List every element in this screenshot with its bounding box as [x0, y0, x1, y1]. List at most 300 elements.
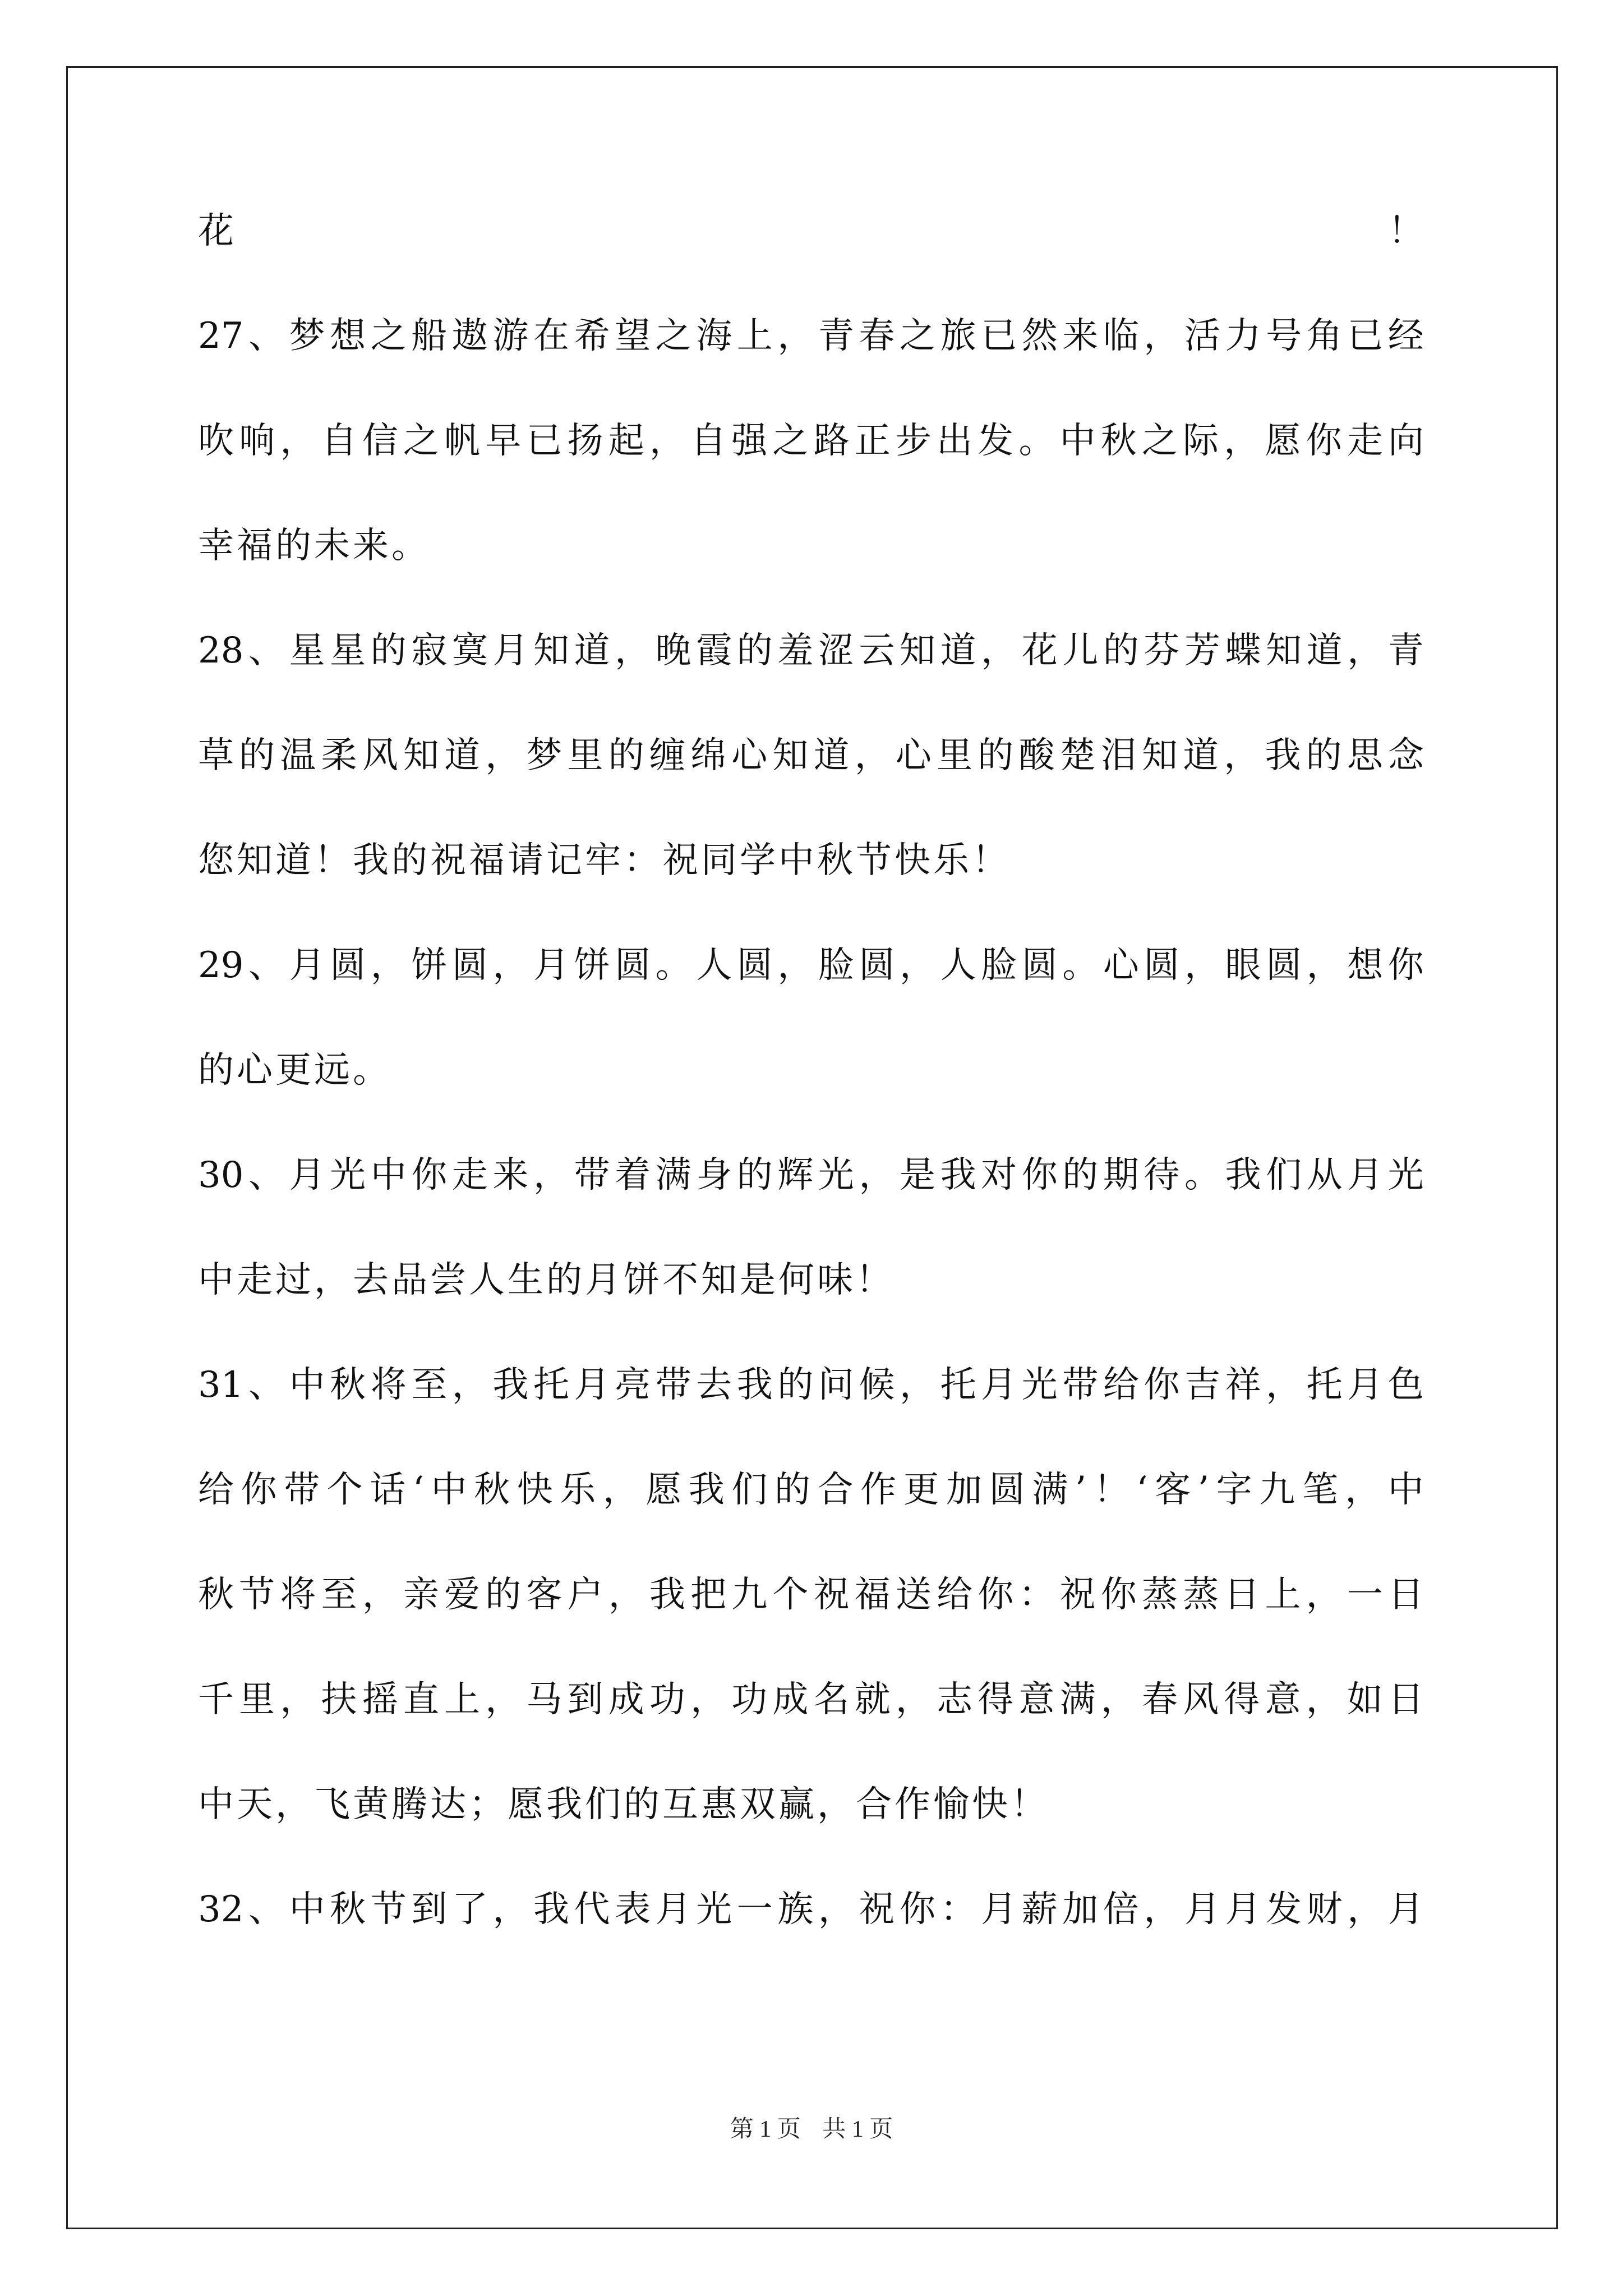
text-glyph: 知: [772, 735, 809, 776]
text-glyph: 已: [526, 420, 562, 462]
text-glyph: ，: [690, 1679, 727, 1720]
text-glyph: ：: [1018, 1574, 1055, 1616]
text-glyph: 福: [854, 1574, 891, 1616]
text-glyph: 自: [321, 420, 357, 462]
text-glyph: ，: [1347, 630, 1384, 671]
text-glyph: 之: [655, 315, 691, 357]
text-glyph: 圆: [989, 1469, 1025, 1511]
text-glyph: 圆: [330, 945, 366, 986]
text-glyph: 风: [1183, 1679, 1219, 1720]
text-glyph: 道: [1306, 630, 1343, 671]
text-glyph: 笔: [1302, 1469, 1338, 1511]
text-glyph: 活: [1184, 315, 1220, 357]
text-glyph: 的: [978, 735, 1014, 776]
text-line: [198, 209, 1424, 314]
text-line: 的心更远。: [198, 1050, 391, 1091]
text-line: [198, 733, 1424, 838]
text-glyph: 祥: [1225, 1364, 1261, 1406]
text-glyph: 花: [1021, 630, 1058, 671]
text-glyph: 、: [248, 945, 284, 986]
text-glyph: 强: [731, 420, 768, 462]
text-glyph: 上: [444, 1679, 481, 1720]
text-glyph: 秋: [330, 1364, 366, 1406]
text-glyph: 月: [533, 945, 569, 986]
text-glyph: 给: [937, 1574, 973, 1616]
text-glyph: 上: [736, 315, 773, 357]
text-glyph: 早: [485, 420, 522, 462]
text-glyph: 满: [1059, 1679, 1096, 1720]
text-glyph: 光: [1387, 1154, 1424, 1196]
text-glyph: 月: [289, 1154, 325, 1196]
text-glyph: 直: [403, 1679, 439, 1720]
text-glyph: ，: [451, 1364, 488, 1406]
text-glyph: 色: [1387, 1364, 1424, 1406]
text-glyph: 圆: [615, 945, 651, 986]
text-glyph: 柔: [321, 735, 357, 776]
text-glyph: 祝: [1059, 1574, 1096, 1616]
text-line: [198, 1467, 1424, 1572]
text-glyph: 遨: [451, 315, 488, 357]
text-glyph: ，: [485, 735, 522, 776]
text-glyph: 思: [1347, 735, 1383, 776]
text-glyph: ，: [1184, 945, 1220, 986]
text-glyph: ，: [649, 420, 685, 462]
text-glyph: 27: [198, 315, 244, 357]
text-glyph: ，: [370, 945, 407, 986]
text-glyph: 花: [198, 210, 234, 252]
text-glyph: 的: [1103, 630, 1139, 671]
text-glyph: ，: [818, 1889, 854, 1930]
text-glyph: 愿: [1265, 420, 1301, 462]
text-glyph: 将: [370, 1364, 407, 1406]
text-glyph: 羞: [777, 630, 814, 671]
text-line: [198, 418, 1424, 523]
text-glyph: 薪: [1021, 1889, 1058, 1930]
text-glyph: 愿: [645, 1469, 682, 1511]
text-glyph: 加: [1062, 1889, 1099, 1930]
text-glyph: 一: [736, 1889, 773, 1930]
text-glyph: 想: [1347, 945, 1384, 986]
text-glyph: 光: [330, 1154, 366, 1196]
text-glyph: 走: [1347, 420, 1383, 462]
text-glyph: 成: [772, 1679, 809, 1720]
text-glyph: 知: [403, 735, 439, 776]
text-glyph: 中: [1059, 420, 1096, 462]
text-glyph: 光: [1021, 1364, 1058, 1406]
text-glyph: 秋: [330, 1889, 366, 1930]
text-glyph: 梦: [526, 735, 562, 776]
text-glyph: 带: [574, 1154, 610, 1196]
text-glyph: ，: [1224, 420, 1260, 462]
text-glyph: 知: [1141, 735, 1178, 776]
text-glyph: ，: [362, 1574, 398, 1616]
text-glyph: ，: [1144, 1889, 1180, 1930]
text-glyph: 带: [284, 1469, 320, 1511]
text-glyph: 中: [289, 1889, 325, 1930]
text-glyph: 饼: [574, 945, 610, 986]
text-glyph: 圆: [736, 945, 773, 986]
text-glyph: 了: [451, 1889, 488, 1930]
text-glyph: 角: [1306, 315, 1343, 357]
text-glyph: 出: [937, 420, 973, 462]
text-glyph: 成: [608, 1679, 644, 1720]
text-glyph: 秋: [1100, 420, 1137, 462]
text-glyph: 至: [321, 1574, 357, 1616]
text-glyph: 际: [1183, 420, 1219, 462]
page-footer: [0, 2110, 1623, 2144]
text-glyph: 正: [854, 420, 891, 462]
text-glyph: ，: [895, 1679, 932, 1720]
text-glyph: 眼: [1225, 945, 1261, 986]
text-glyph: 乐: [560, 1469, 596, 1511]
text-glyph: 春: [1141, 1679, 1178, 1720]
text-glyph: 蒸: [1141, 1574, 1178, 1616]
text-glyph: 来: [492, 1154, 529, 1196]
text-glyph: 草: [198, 735, 234, 776]
text-glyph: ’: [1197, 1469, 1210, 1511]
text-glyph: 待: [1144, 1154, 1180, 1196]
text-glyph: 你: [411, 1154, 448, 1196]
text-glyph: 。: [1184, 1154, 1220, 1196]
document-body: [198, 209, 1424, 1992]
text-glyph: 的: [736, 1154, 773, 1196]
text-glyph: 你: [1387, 945, 1424, 986]
text-glyph: 温: [280, 735, 316, 776]
text-glyph: 发: [1266, 1889, 1302, 1930]
text-glyph: 心: [1103, 945, 1139, 986]
text-glyph: 客: [1155, 1469, 1191, 1511]
text-glyph: 儿: [1062, 630, 1099, 671]
text-glyph: 你: [1021, 1154, 1058, 1196]
text-glyph: 蝶: [1225, 630, 1261, 671]
text-glyph: 着: [615, 1154, 651, 1196]
text-glyph: 我: [533, 1889, 569, 1930]
text-glyph: 念: [1387, 735, 1424, 776]
text-glyph: 知: [1266, 630, 1302, 671]
text-glyph: 九: [1259, 1469, 1295, 1511]
text-glyph: 心: [895, 735, 932, 776]
text-glyph: 蒸: [1183, 1574, 1219, 1616]
text-glyph: 。: [655, 945, 691, 986]
text-glyph: 的: [1306, 735, 1342, 776]
text-glyph: 里: [239, 1679, 275, 1720]
text-glyph: 志: [937, 1679, 973, 1720]
text-glyph: ‘: [1136, 1469, 1148, 1511]
text-glyph: ，: [900, 1364, 935, 1406]
text-glyph: 给: [198, 1469, 234, 1511]
text-glyph: 之: [370, 315, 407, 357]
text-glyph: ，: [1100, 1679, 1137, 1720]
text-glyph: 托: [1306, 1364, 1343, 1406]
text-glyph: 你: [241, 1469, 277, 1511]
text-glyph: 九: [731, 1574, 768, 1616]
text-glyph: 星: [330, 630, 366, 671]
text-glyph: ，: [1144, 315, 1180, 357]
text-glyph: 已: [1347, 315, 1384, 357]
text-glyph: 月: [655, 1889, 691, 1930]
text-glyph: 发: [978, 420, 1014, 462]
text-glyph: 的: [1062, 1154, 1099, 1196]
text-glyph: 31: [198, 1364, 244, 1406]
text-glyph: ！: [1388, 210, 1424, 252]
text-glyph: 圆: [451, 945, 488, 986]
text-glyph: 星: [289, 630, 325, 671]
text-glyph: 春: [859, 315, 895, 357]
text-glyph: 步: [895, 420, 932, 462]
text-line: [198, 1677, 1424, 1782]
text-glyph: 想: [330, 315, 366, 357]
text-glyph: 心: [731, 735, 768, 776]
text-glyph: 人: [940, 945, 976, 986]
text-glyph: 个: [326, 1469, 363, 1511]
text-glyph: 来: [1062, 315, 1099, 357]
text-glyph: 脸: [818, 945, 854, 986]
text-glyph: 知: [900, 630, 935, 671]
text-glyph: 更: [903, 1469, 939, 1511]
text-glyph: 泪: [1100, 735, 1137, 776]
text-glyph: 到: [567, 1679, 603, 1720]
text-glyph: 寞: [451, 630, 488, 671]
text-glyph: 日: [1387, 1574, 1424, 1616]
text-glyph: ！: [1093, 1469, 1129, 1511]
text-glyph: 船: [411, 315, 448, 357]
text-glyph: 你: [1144, 1364, 1180, 1406]
text-glyph: 们: [1266, 1154, 1302, 1196]
text-glyph: 霞: [696, 630, 732, 671]
text-glyph: 我: [1225, 1154, 1261, 1196]
text-glyph: 我: [492, 1364, 529, 1406]
text-glyph: 光: [818, 1154, 854, 1196]
text-line: 中天，飞黄腾达；愿我们的互惠双赢，合作愉快！: [198, 1784, 1049, 1825]
text-line: [198, 1887, 1424, 1992]
text-glyph: 信: [362, 420, 398, 462]
text-glyph: 扬: [567, 420, 603, 462]
text-glyph: 送: [895, 1574, 932, 1616]
text-line: [198, 943, 1424, 1048]
text-glyph: 然: [1021, 315, 1058, 357]
text-glyph: 风: [362, 735, 398, 776]
text-glyph: 扶: [321, 1679, 357, 1720]
text-glyph: 就: [854, 1679, 891, 1720]
text-glyph: 满: [655, 1154, 691, 1196]
text-line: 中走过，去品尝人生的月饼不知是何味！: [198, 1259, 895, 1301]
text-glyph: 问: [818, 1364, 854, 1406]
text-glyph: 得: [978, 1679, 1014, 1720]
text-glyph: 28: [198, 630, 244, 671]
text-glyph: ：: [940, 1889, 976, 1930]
text-glyph: ，: [485, 1679, 522, 1720]
text-glyph: 已: [981, 315, 1017, 357]
text-line: 幸福的未来。: [198, 525, 430, 567]
text-glyph: 月: [1347, 1364, 1384, 1406]
text-glyph: 节: [370, 1889, 407, 1930]
text-glyph: 楚: [1059, 735, 1096, 776]
text-glyph: 。: [1062, 945, 1099, 986]
text-glyph: 我: [940, 1154, 976, 1196]
text-glyph: 青: [818, 315, 854, 357]
text-glyph: 辉: [777, 1154, 814, 1196]
text-line: [198, 1572, 1424, 1677]
text-glyph: 的: [370, 630, 407, 671]
text-glyph: 海: [696, 315, 732, 357]
text-glyph: 快: [517, 1469, 553, 1511]
text-glyph: 路: [813, 420, 850, 462]
text-glyph: 我: [688, 1469, 725, 1511]
text-glyph: 客: [526, 1574, 562, 1616]
text-glyph: 青: [1387, 630, 1424, 671]
text-glyph: 的: [608, 735, 644, 776]
text-glyph: 晚: [655, 630, 691, 671]
text-glyph: 道: [444, 735, 481, 776]
text-glyph: 秋: [198, 1574, 234, 1616]
text-glyph: 道: [813, 735, 850, 776]
text-glyph: 、: [248, 1364, 284, 1406]
text-line: [198, 314, 1424, 418]
text-line: [198, 628, 1424, 733]
text-glyph: 力: [1225, 315, 1261, 357]
text-glyph: 表: [615, 1889, 651, 1930]
text-glyph: ，: [1224, 735, 1260, 776]
text-glyph: 名: [813, 1679, 850, 1720]
text-glyph: 得: [1224, 1679, 1260, 1720]
text-glyph: 帆: [444, 420, 481, 462]
text-line: [198, 1363, 1424, 1467]
text-glyph: 自: [690, 420, 727, 462]
text-glyph: 亮: [615, 1364, 651, 1406]
text-glyph: ，: [1345, 1469, 1381, 1511]
text-glyph: 月: [1347, 1154, 1384, 1196]
text-glyph: ，: [602, 1469, 639, 1511]
text-glyph: 月: [1184, 1889, 1220, 1930]
text-glyph: 希: [574, 315, 610, 357]
text-glyph: 日: [1224, 1574, 1260, 1616]
text-glyph: ，: [533, 1154, 569, 1196]
text-glyph: ，: [777, 945, 814, 986]
text-glyph: 候: [859, 1364, 895, 1406]
text-glyph: ，: [608, 1574, 644, 1616]
text-glyph: 功: [731, 1679, 768, 1720]
text-glyph: 合: [817, 1469, 854, 1511]
text-line: [198, 1153, 1424, 1258]
text-glyph: 向: [1387, 420, 1424, 462]
text-glyph: 我: [736, 1364, 773, 1406]
text-glyph: 财: [1306, 1889, 1343, 1930]
text-glyph: 月: [1387, 1889, 1424, 1930]
text-glyph: ，: [615, 630, 651, 671]
text-glyph: ，: [1347, 1889, 1384, 1930]
text-glyph: 吉: [1184, 1364, 1220, 1406]
text-glyph: 游: [492, 315, 529, 357]
text-glyph: 缠: [649, 735, 685, 776]
text-glyph: 是: [900, 1154, 935, 1196]
text-glyph: 千: [198, 1679, 234, 1720]
text-glyph: 托: [940, 1364, 976, 1406]
text-glyph: 爱: [444, 1574, 481, 1616]
text-glyph: 把: [690, 1574, 727, 1616]
text-glyph: ，: [777, 315, 814, 357]
text-glyph: 。: [1018, 420, 1055, 462]
text-glyph: 的: [736, 630, 773, 671]
text-glyph: 月: [1225, 1889, 1261, 1930]
text-glyph: 圆: [1266, 945, 1302, 986]
text-glyph: 、: [248, 630, 284, 671]
text-glyph: ，: [492, 1889, 529, 1930]
text-glyph: 作: [860, 1469, 897, 1511]
text-glyph: 户: [567, 1574, 603, 1616]
text-glyph: 云: [859, 630, 895, 671]
text-glyph: 光: [696, 1889, 732, 1930]
text-glyph: 的: [485, 1574, 522, 1616]
text-glyph: 字: [1216, 1469, 1252, 1511]
text-glyph: 、: [248, 1889, 284, 1930]
text-glyph: 梦: [289, 315, 325, 357]
text-glyph: 中: [289, 1364, 325, 1406]
text-glyph: 加: [946, 1469, 983, 1511]
text-glyph: 望: [615, 315, 651, 357]
text-glyph: 月: [981, 1889, 1017, 1930]
text-glyph: ，: [1306, 945, 1343, 986]
text-glyph: 的: [774, 1469, 810, 1511]
text-glyph: 临: [1103, 315, 1139, 357]
text-glyph: 的: [777, 1364, 814, 1406]
text-glyph: 圆: [1144, 945, 1180, 986]
text-glyph: 号: [1266, 315, 1302, 357]
text-glyph: ，: [280, 420, 316, 462]
text-glyph: 知: [533, 630, 569, 671]
text-glyph: 里: [567, 735, 603, 776]
text-glyph: 走: [451, 1154, 488, 1196]
text-glyph: ‘: [412, 1469, 425, 1511]
text-glyph: 起: [608, 420, 644, 462]
text-glyph: 将: [280, 1574, 316, 1616]
text-glyph: 圆: [1021, 945, 1058, 986]
text-glyph: 亲: [403, 1574, 439, 1616]
text-glyph: 你: [1100, 1574, 1137, 1616]
text-glyph: ，: [854, 735, 891, 776]
text-glyph: 到: [411, 1889, 448, 1930]
text-glyph: 给: [1103, 1364, 1139, 1406]
text-glyph: 道: [940, 630, 976, 671]
text-glyph: 中: [370, 1154, 407, 1196]
text-glyph: ，: [1266, 1364, 1302, 1406]
text-glyph: 节: [239, 1574, 275, 1616]
text-glyph: 个: [772, 1574, 809, 1616]
text-glyph: 秋: [474, 1469, 510, 1511]
text-glyph: ，: [859, 1154, 895, 1196]
text-glyph: ’: [1075, 1469, 1087, 1511]
text-glyph: ，: [900, 945, 935, 986]
text-glyph: 芳: [1184, 630, 1220, 671]
text-glyph: 带: [1062, 1364, 1099, 1406]
text-glyph: 月: [289, 945, 325, 986]
text-glyph: 脸: [981, 945, 1017, 986]
text-glyph: ，: [280, 1679, 316, 1720]
text-glyph: 带: [655, 1364, 691, 1406]
text-glyph: 绵: [690, 735, 727, 776]
text-glyph: 期: [1103, 1154, 1139, 1196]
text-glyph: ，: [1306, 1679, 1342, 1720]
text-glyph: 代: [574, 1889, 610, 1930]
text-line: 您知道！我的祝福请记牢：祝同学中秋节快乐！: [198, 840, 1011, 881]
text-glyph: 你: [1306, 420, 1342, 462]
text-glyph: 上: [1265, 1574, 1301, 1616]
text-glyph: 圆: [859, 945, 895, 986]
text-glyph: ，: [981, 630, 1017, 671]
text-glyph: 月: [492, 630, 529, 671]
text-glyph: 我: [1265, 735, 1301, 776]
text-glyph: 身: [696, 1154, 732, 1196]
text-glyph: 道: [1183, 735, 1219, 776]
